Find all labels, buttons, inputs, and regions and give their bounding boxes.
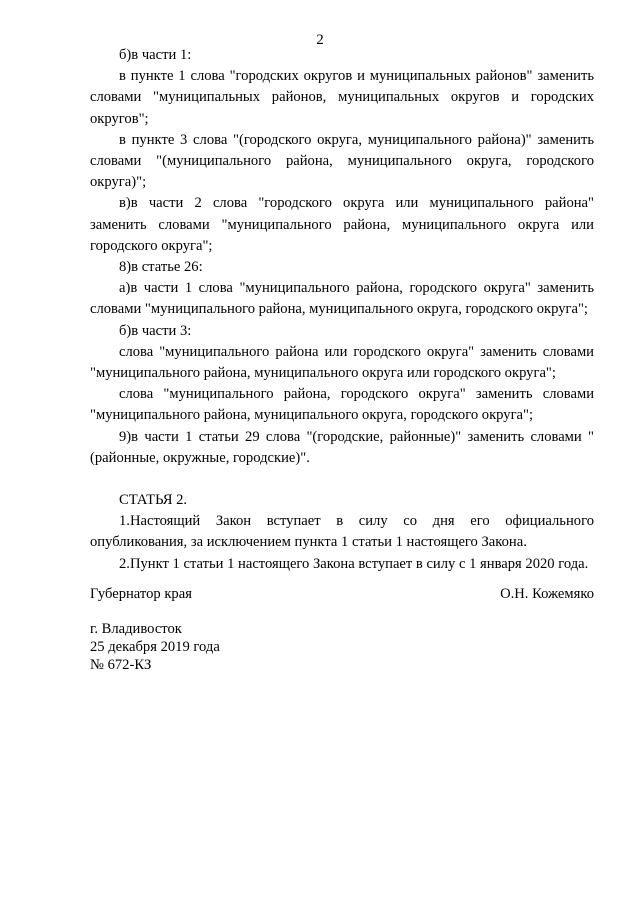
place-date-block bbox=[90, 620, 390, 674]
law-number: № 672-КЗ bbox=[90, 657, 152, 673]
city: г. Владивосток bbox=[90, 621, 182, 637]
signature-block bbox=[90, 584, 594, 605]
signatory-name: О.Н. Кожемяко bbox=[500, 586, 594, 602]
article-item: 1.Настоящий Закон вступает в силу со дня его официального опубликования, за исключением пункта 1 статьи 1 настоящего Закона. bbox=[90, 513, 594, 551]
paragraph: в пункте 1 слова "городских округов и муниципальных районов" заменить словами "муниципальных районов, муниципальных округов и городских округов"; bbox=[90, 68, 594, 127]
page-number: 2 bbox=[316, 32, 324, 48]
date: 25 декабря 2019 года bbox=[90, 639, 220, 655]
article-heading: СТАТЬЯ 2. bbox=[119, 492, 188, 509]
paragraph: а)в части 1 слова "муниципального района, городского округа" заменить словами "муниципального района, муниципального округа, городского округа"; bbox=[90, 280, 594, 318]
article-item: 2.Пункт 1 статьи 1 настоящего Закона вступает в силу с 1 января 2020 года. bbox=[119, 555, 589, 572]
paragraph: б)в части 3: bbox=[119, 322, 192, 339]
paragraph: в пункте 3 слова "(городского округа, муниципального района)" заменить словами "(муниципального района, муниципального округа, городского округа)"; bbox=[90, 131, 594, 191]
document-body bbox=[90, 45, 594, 575]
paragraph: слова "муниципального района или городского округа" заменить словами "муниципального района, муниципального округа или городского округа"; bbox=[90, 343, 594, 382]
paragraph: слова "муниципального района, городского округа" заменить словами "муниципального района, муниципального округа, городского округа"; bbox=[90, 386, 594, 424]
signatory-position: Губернатор края bbox=[90, 586, 192, 602]
paragraph: в)в части 2 слова "городского округа или муниципального района" заменить словами "муниципального района, муниципального округа или городского округа"; bbox=[90, 195, 594, 254]
paragraph: 9)в части 1 статьи 29 слова "(городские, районные)" заменить словами "(районные, окружные, городские)". bbox=[90, 428, 594, 466]
paragraph: 8)в статье 26: bbox=[119, 259, 203, 276]
paragraph: б)в части 1: bbox=[119, 47, 192, 63]
